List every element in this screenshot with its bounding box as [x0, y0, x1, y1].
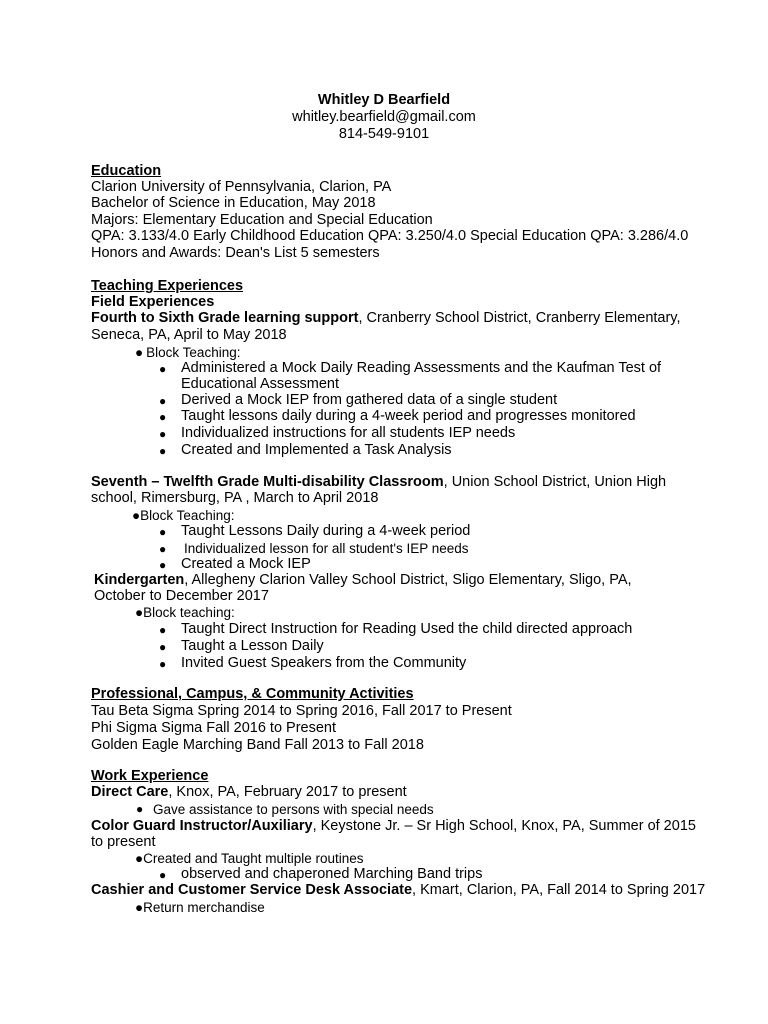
sub-bullet-text: Block teaching: — [143, 605, 235, 620]
bullet-icon: ● — [159, 525, 167, 539]
activity-line: Phi Sigma Sigma Fall 2016 to Present — [91, 720, 337, 736]
education-line: Honors and Awards: Dean's List 5 semesters — [91, 245, 380, 261]
candidate-name: Whitley D Bearfield — [317, 92, 451, 108]
list-item: Taught Direct Instruction for Reading Used the child directed approach — [181, 621, 633, 637]
sub-bullet-text: Return merchandise — [143, 900, 265, 915]
job-title-line — [91, 882, 705, 899]
list-item: Taught a Lesson Daily — [181, 638, 324, 654]
entry-details-line: school, Rimersburg, PA , March to April 2018 — [91, 490, 379, 506]
sub-bullet-line — [135, 899, 265, 916]
entry-details: , Cranberry School District, Cranberry Elementary, — [358, 310, 681, 326]
candidate-phone: 814-549-9101 — [338, 126, 430, 142]
entry-title: Fourth to Sixth Grade learning support — [91, 310, 359, 326]
entry-details-line: Seneca, PA, April to May 2018 — [91, 327, 287, 343]
list-item: Gave assistance to persons with special needs — [153, 802, 434, 817]
bullet-icon: ● — [135, 900, 144, 915]
entry-title-line — [91, 310, 681, 327]
bullet-icon: ● — [159, 427, 167, 441]
entry-title: Seventh – Twelfth Grade Multi-disability Classroom — [91, 474, 444, 490]
list-item: Educational Assessment — [181, 376, 339, 392]
education-line: Majors: Elementary Education and Special Education — [91, 212, 433, 228]
job-details: , Knox, PA, February 2017 to present — [168, 784, 407, 800]
bullet-icon: ● — [132, 508, 141, 523]
field-experiences-subheading: Field Experiences — [91, 294, 215, 310]
bullet-icon: ● — [159, 394, 167, 408]
entry-title-line — [94, 572, 632, 589]
list-item: Taught lessons daily during a 4-week period and progresses monitored — [181, 408, 636, 424]
job-title: Direct Care — [91, 784, 169, 800]
entry-title: Kindergarten — [94, 572, 185, 588]
sub-bullet-text: Block Teaching: — [146, 345, 241, 360]
sub-bullet-line — [135, 850, 364, 867]
bullet-icon: ● — [159, 362, 167, 376]
list-item: Individualized lesson for all student's IEP needs — [184, 541, 469, 556]
education-heading: Education — [91, 163, 162, 179]
list-item: Created a Mock IEP — [181, 556, 311, 572]
job-details: , Kmart, Clarion, PA, Fall 2014 to Spring 2017 — [412, 882, 706, 898]
bullet-icon: ● — [159, 558, 167, 572]
list-item: observed and chaperoned Marching Band trips — [181, 866, 483, 882]
bullet-icon: ● — [136, 802, 144, 816]
bullet-icon: ● — [159, 640, 167, 654]
education-line: QPA: 3.133/4.0 Early Childhood Education QPA: 3.250/4.0 Special Education QPA: 3.286/4.0 — [91, 228, 689, 244]
bullet-icon: ● — [159, 623, 167, 637]
sub-bullet-line — [135, 604, 235, 621]
bullet-icon: ● — [159, 868, 167, 882]
entry-details: , Union School District, Union High — [443, 474, 667, 490]
list-item: Derived a Mock IEP from gathered data of a single student — [181, 392, 558, 408]
candidate-email: whitley.bearfield@gmail.com — [292, 109, 476, 125]
work-heading: Work Experience — [91, 768, 209, 784]
bullet-icon: ● — [159, 444, 167, 458]
bullet-icon: ● — [159, 542, 167, 556]
bullet-icon: ● — [135, 345, 144, 360]
entry-title-line — [91, 474, 666, 491]
bullet-icon: ● — [135, 851, 144, 866]
job-details-line: to present — [91, 834, 156, 850]
job-details: , Keystone Jr. – Sr High School, Knox, PA, Summer of 2015 — [312, 818, 696, 834]
activity-line: Tau Beta Sigma Spring 2014 to Spring 2016, Fall 2017 to Present — [91, 703, 512, 719]
bullet-icon: ● — [135, 605, 144, 620]
job-title: Color Guard Instructor/Auxiliary — [91, 818, 313, 834]
activities-heading: Professional, Campus, & Community Activities — [91, 686, 414, 702]
teaching-heading: Teaching Experiences — [91, 278, 244, 294]
job-title: Cashier and Customer Service Desk Associate — [91, 882, 413, 898]
activity-line: Golden Eagle Marching Band Fall 2013 to Fall 2018 — [91, 737, 424, 753]
entry-details: , Allegheny Clarion Valley School District, Sligo Elementary, Sligo, PA, — [184, 572, 632, 588]
list-item: Taught Lessons Daily during a 4-week period — [181, 523, 471, 539]
job-title-line — [91, 784, 407, 801]
job-title-line — [91, 818, 696, 835]
education-line: Clarion University of Pennsylvania, Clarion, PA — [91, 179, 392, 195]
education-line: Bachelor of Science in Education, May 2018 — [91, 195, 376, 211]
list-item: Created and Implemented a Task Analysis — [181, 442, 452, 458]
list-item: Individualized instructions for all students IEP needs — [181, 425, 516, 441]
sub-bullet-line — [132, 507, 234, 524]
sub-bullet-text: Block Teaching: — [140, 508, 235, 523]
bullet-icon: ● — [159, 657, 167, 671]
entry-details-line: October to December 2017 — [94, 588, 269, 604]
list-item: Invited Guest Speakers from the Community — [181, 655, 467, 671]
list-item: Administered a Mock Daily Reading Assessments and the Kaufman Test of — [181, 360, 662, 376]
sub-bullet-line — [135, 344, 240, 361]
sub-bullet-text: Created and Taught multiple routines — [143, 851, 364, 866]
bullet-icon: ● — [159, 410, 167, 424]
